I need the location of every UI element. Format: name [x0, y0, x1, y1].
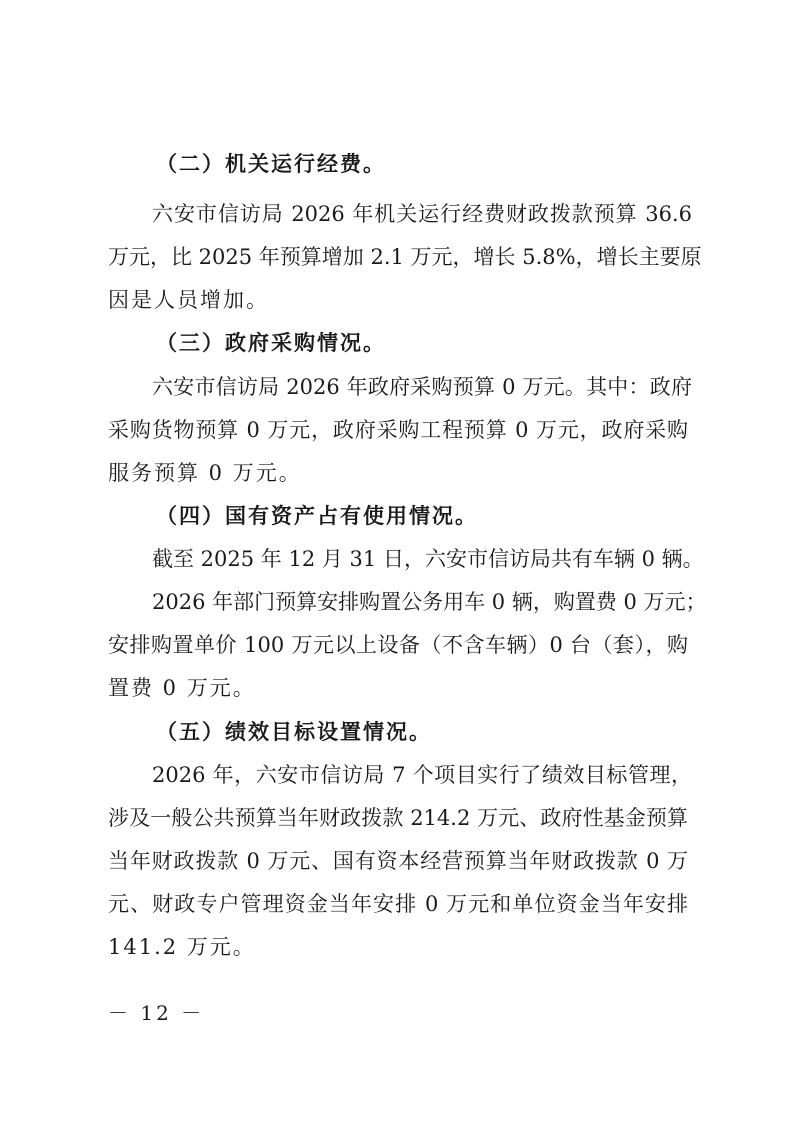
section-heading: （四）国有资产占有使用情况。 — [156, 504, 478, 528]
paragraph-line: 因是人员增加。 — [108, 288, 269, 312]
paragraph-line: 当年财政拨款 0 万元、国有资本经营预算当年财政拨款 0 万 — [108, 849, 688, 873]
paragraph-line: 2026 年，六安市信访局 7 个项目实行了绩效目标管理， — [152, 763, 692, 787]
section-heading: （二）机关运行经费。 — [156, 152, 386, 176]
paragraph-line: 2026 年部门预算安排购置公务用车 0 辆，购置费 0 万元； — [152, 590, 707, 614]
section-heading: （三）政府采购情况。 — [156, 331, 386, 355]
paragraph-line: 六安市信访局 2026 年政府采购预算 0 万元。其中：政府 — [152, 375, 692, 399]
paragraph-line: 六安市信访局 2026 年机关运行经费财政拨款预算 36.6 — [152, 202, 692, 226]
paragraph-line: 141.2 万元。 — [108, 935, 256, 959]
section-heading: （五）绩效目标设置情况。 — [156, 720, 432, 744]
paragraph-line: 万元，比 2025 年预算增加 2.1 万元，增长 5.8%，增长主要原 — [108, 245, 702, 269]
paragraph-line: 涉及一般公共预算当年财政拨款 214.2 万元、政府性基金预算 — [108, 806, 688, 830]
paragraph-line: 安排购置单价 100 万元以上设备（不含车辆）0 台（套），购 — [108, 633, 688, 657]
page-number: － 12 － — [108, 1001, 205, 1025]
paragraph-line: 截至 2025 年 12 月 31 日，六安市信访局共有车辆 0 辆。 — [152, 547, 704, 571]
paragraph-line: 置费 0 万元。 — [108, 676, 256, 700]
paragraph-line: 服务预算 0 万元。 — [108, 461, 302, 485]
paragraph-line: 采购货物预算 0 万元，政府采购工程预算 0 万元，政府采购 — [108, 418, 688, 442]
paragraph-line: 元、财政专户管理资金当年安排 0 万元和单位资金当年安排 — [108, 892, 688, 916]
